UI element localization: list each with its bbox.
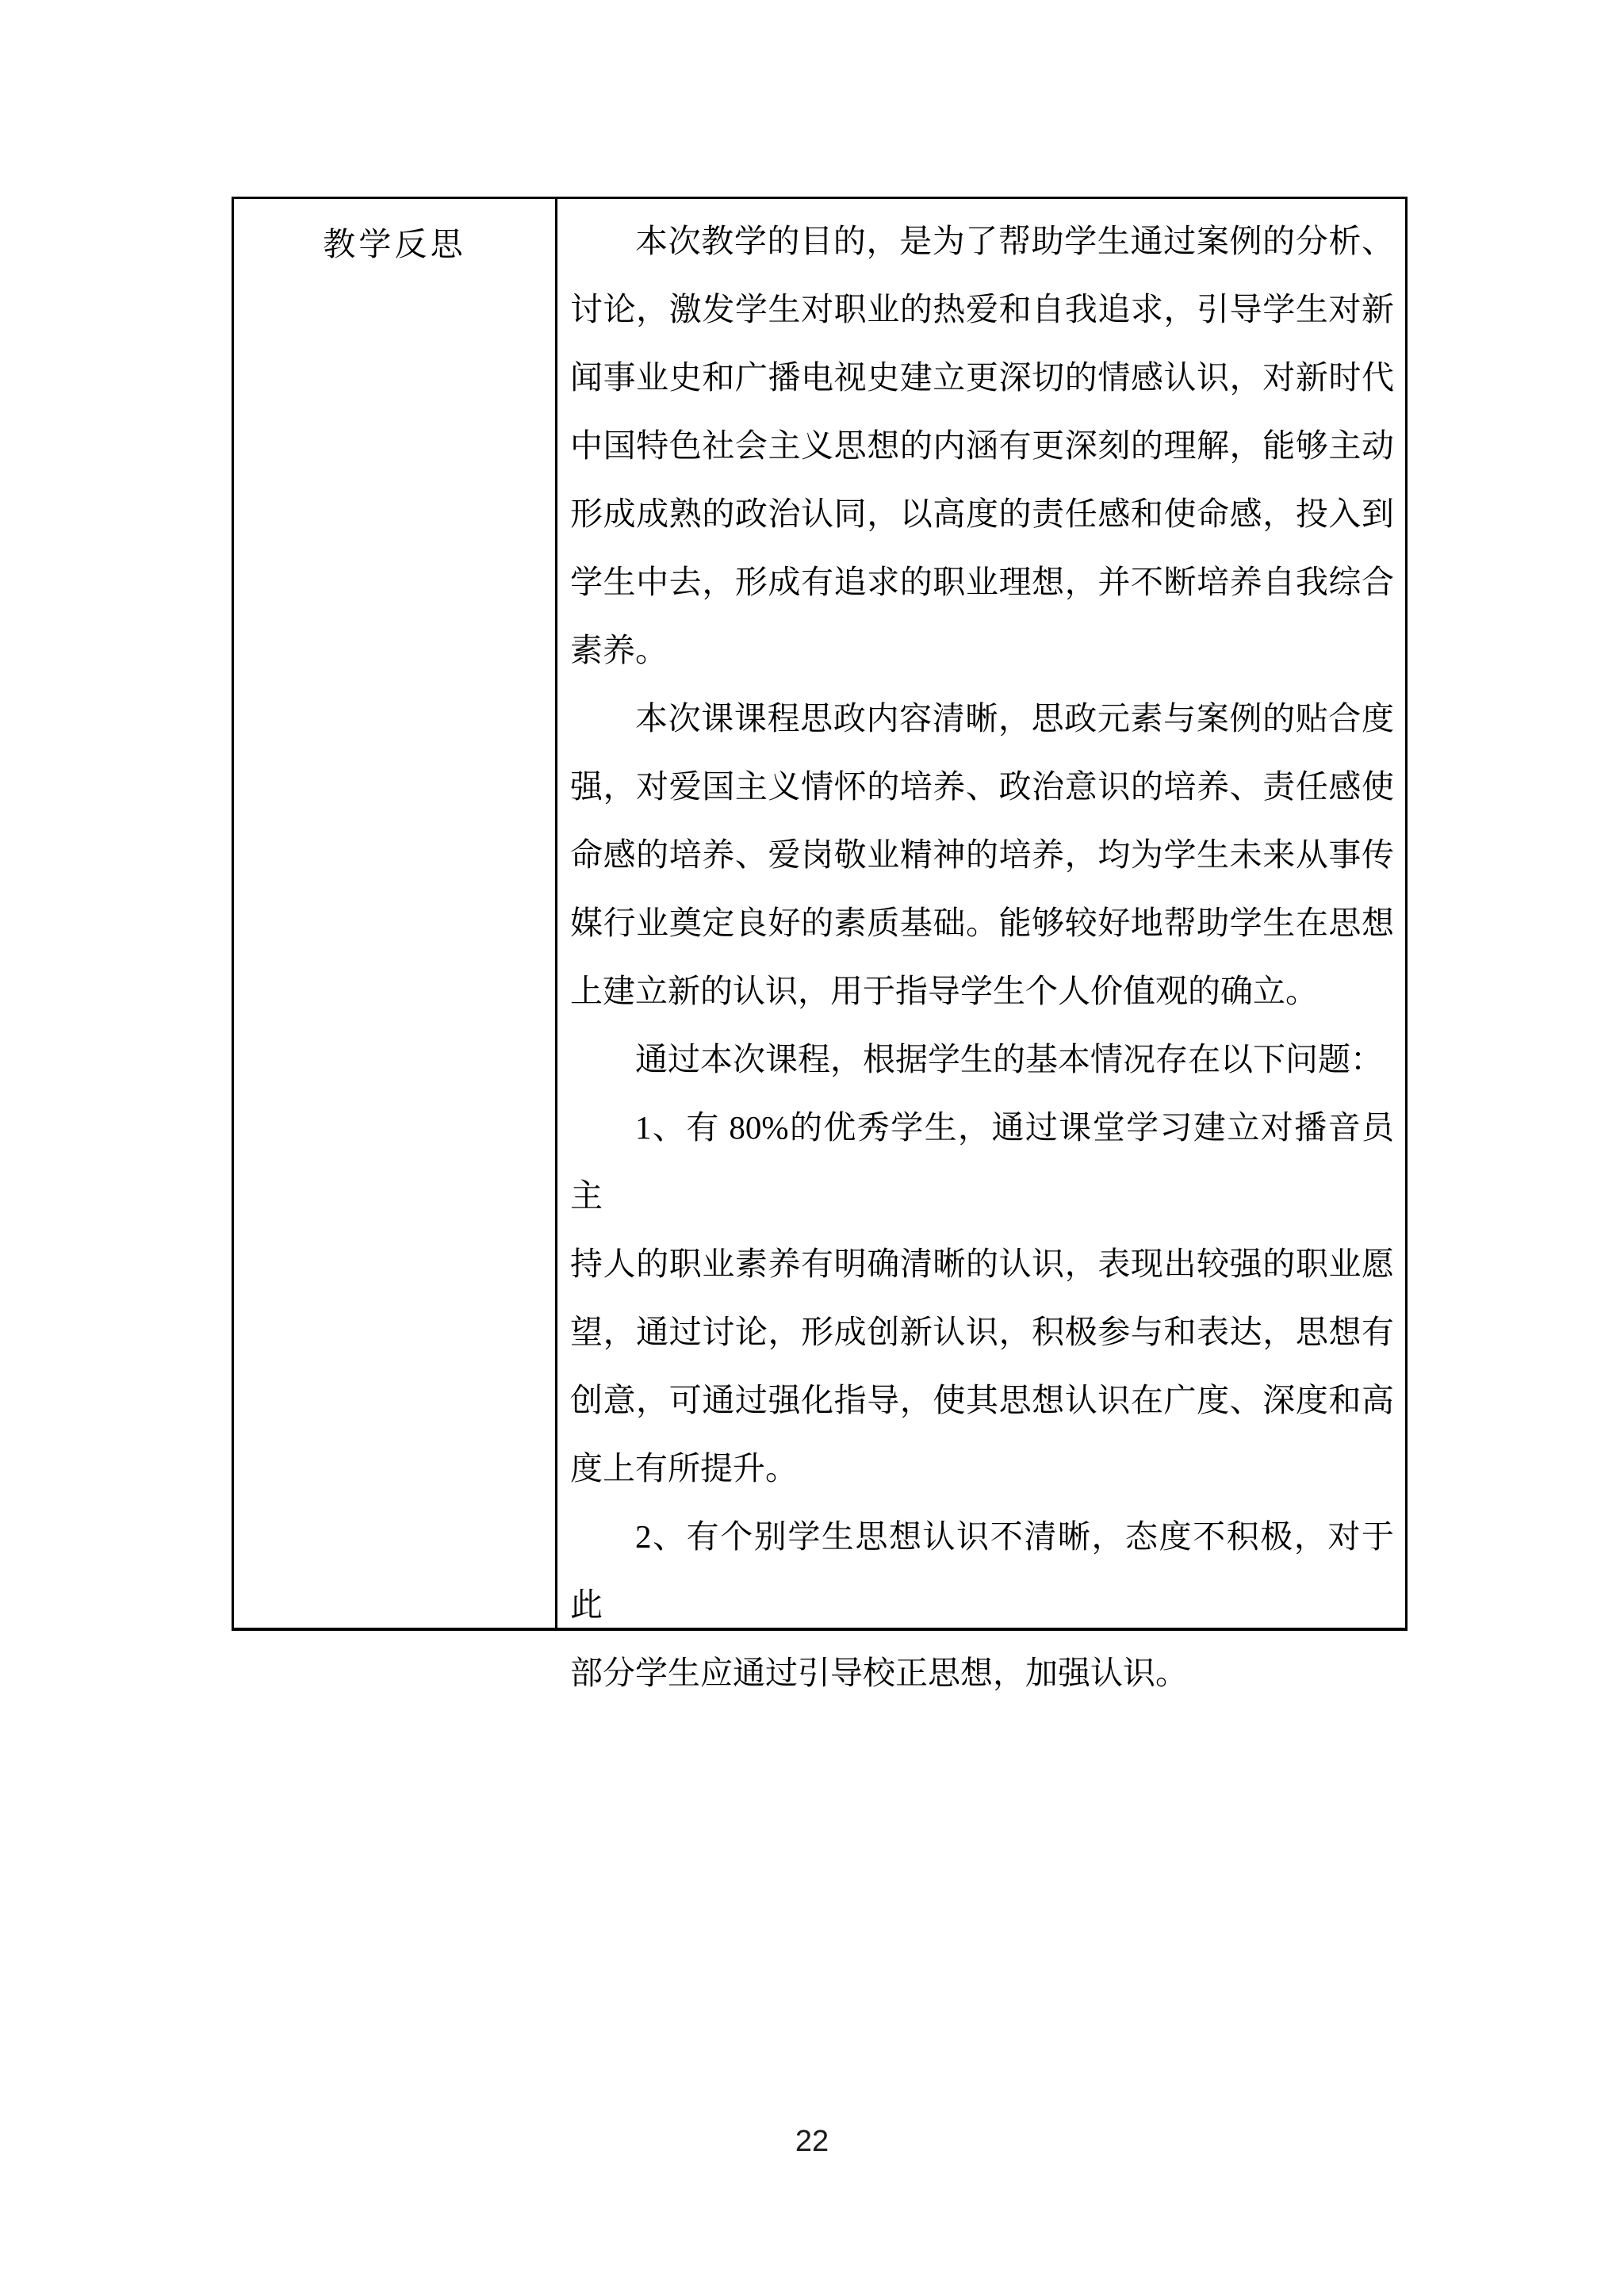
reflection-line: 命感的培养、爱岗敬业精神的培养，均为学生未来从事传 <box>570 836 1394 873</box>
reflection-line: 度上有所提升。 <box>570 1450 798 1487</box>
reflection-line: 本次课课程思政内容清晰，思政元素与案例的贴合度 <box>635 700 1394 737</box>
reflection-line: 中国特色社会主义思想的内涵有更深刻的理解，能够主动 <box>570 427 1394 464</box>
reflection-line: 创意，可通过强化指导，使其思想认识在广度、深度和高 <box>570 1382 1394 1418</box>
reflection-row-label: 教学反思 <box>323 226 466 262</box>
reflection-line: 讨论，激发学生对职业的热爱和自我追求，引导学生对新 <box>570 291 1394 327</box>
reflection-line: 1、有 80%的优秀学生，通过课堂学习建立对播音员主 <box>570 1109 1394 1214</box>
reflection-line: 素养。 <box>570 632 668 668</box>
reflection-label-cell <box>234 199 557 1628</box>
reflection-line: 通过本次课程，根据学生的基本情况存在以下问题： <box>635 1041 1383 1077</box>
reflection-line: 媒行业奠定良好的素质基础。能够较好地帮助学生在思想 <box>570 905 1394 941</box>
reflection-line: 形成成熟的政治认同，以高度的责任感和使命感，投入到 <box>570 496 1394 532</box>
reflection-line: 本次教学的目的，是为了帮助学生通过案例的分析、 <box>635 223 1394 259</box>
reflection-line: 2、有个别学生思想认识不清晰，态度不积极，对于此 <box>570 1518 1394 1623</box>
reflection-line: 强，对爱国主义情怀的培养、政治意识的培养、责任感使 <box>570 768 1394 805</box>
reflection-line: 学生中去，形成有追求的职业理想，并不断培养自我综合 <box>570 564 1394 600</box>
reflection-line: 闻事业史和广播电视史建立更深切的情感认识，对新时代 <box>570 359 1394 396</box>
reflection-line: 部分学生应通过引导校正思想，加强认识。 <box>570 1655 1188 1691</box>
reflection-table <box>232 197 1408 1691</box>
reflection-line: 上建立新的认识，用于指导学生个人价值观的确立。 <box>570 973 1318 1009</box>
page-footer <box>0 2123 1624 2160</box>
reflection-line: 持人的职业素养有明确清晰的认识，表现出较强的职业愿 <box>570 1246 1394 1282</box>
reflection-content-cell <box>557 199 1407 1691</box>
page-number: 22 <box>795 2125 829 2158</box>
reflection-line: 望，通过讨论，形成创新认识，积极参与和表达，思想有 <box>570 1314 1394 1350</box>
